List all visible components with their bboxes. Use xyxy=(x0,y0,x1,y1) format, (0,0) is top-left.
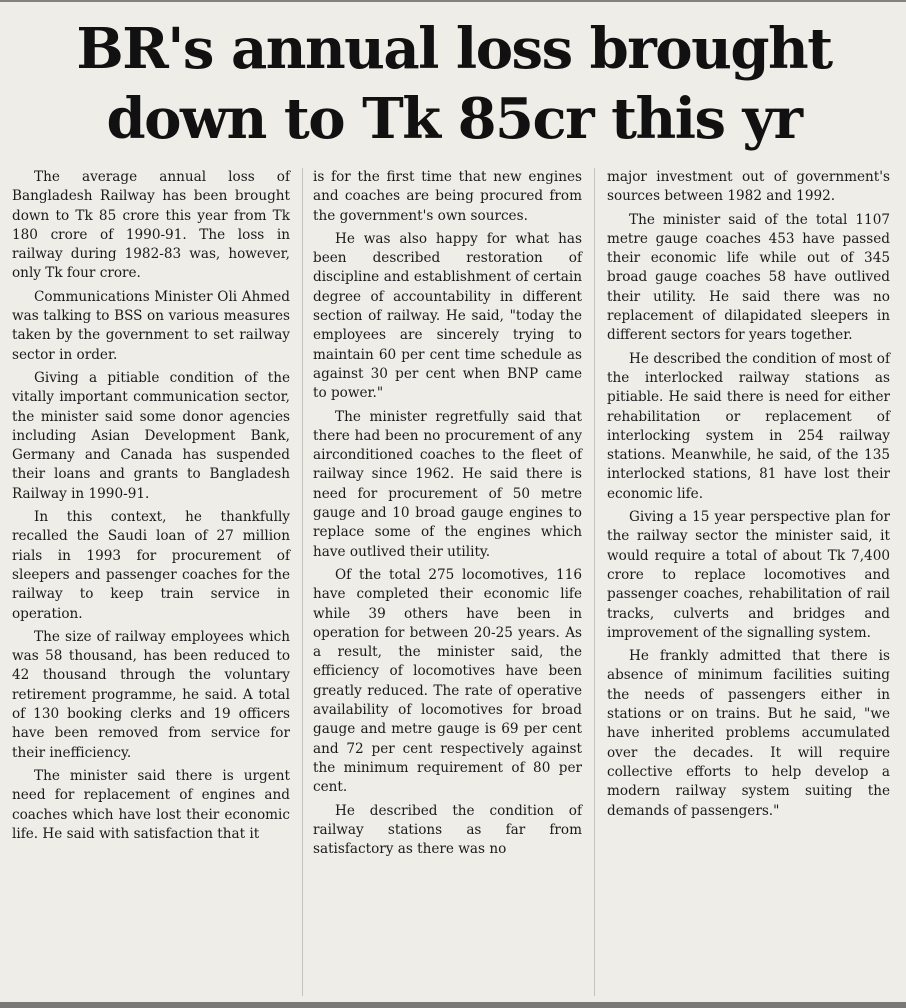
paragraph: Communications Minister Oli Ahmed was talking to BSS on various measures taken by the government to set railway sector in order. xyxy=(12,288,290,363)
bottom-rule xyxy=(0,1002,906,1008)
paragraph: He frankly admitted that there is absence of minimum facilities suiting the needs of passengers either in stations or on trains. But he said, "we have inherited problems accumulated over the decades. It will require collective efforts to help develop a modern railway system suiting the demands of passengers." xyxy=(607,648,890,819)
paragraph: He described the condition of railway stations as far from satisfactory as there was no xyxy=(313,802,582,858)
headline-line-1: BR's annual loss brought xyxy=(76,16,832,82)
paragraph: Giving a pitiable condition of the vitally important communication sector, the minister said some donor agencies including Asian Development Bank, Germany and Canada has suspended their loans and grants to Bangladesh Railway in 1990-91. xyxy=(12,369,290,502)
paragraph: The minister regretfully said that there had been no procurement of any airconditioned coaches to the fleet of railway since 1962. He said there is need for procurement of 50 metre gauge and 10 broad gauge engines to replace some of the engines which have outlived their utility. xyxy=(313,408,582,560)
paragraph: The minister said there is urgent need for replacement of engines and coaches which have lost their economic life. He said with satisfaction that it xyxy=(12,767,290,842)
paragraph: Of the total 275 locomotives, 116 have completed their economic life while 39 others have been in operation for between 20-25 years. As a result, the minister said, the efficiency of locomotives have been greatly reduced. The rate of operative availability of locomotives for broad gauge and metre gauge is 69 per cent and 72 per cent respectively against the minimum requirement of 80 per cent. xyxy=(313,566,582,796)
paragraph: Giving a 15 year perspective plan for the railway sector the minister said, it would require a total of about Tk 7,400 crore to replace locomotives and passenger coaches, rehabilitation of rail tracks, culverts and bridges and improvement of the signalling system. xyxy=(607,509,890,641)
paragraph: He was also happy for what has been described restoration of discipline and establishment of certain degree of accountability in different section of railway. He said, "today the employees are sincerely trying to maintain 60 per cent time schedule as against 30 per cent when BNP came to power." xyxy=(313,230,582,402)
paragraph: In this context, he thankfully recalled the Saudi loan of 27 million rials in 1993 for procurement of sleepers and passenger coaches for the railway to keep train service in operation. xyxy=(12,509,290,622)
headline xyxy=(14,14,894,154)
paragraph: major investment out of government's sources between 1982 and 1992. xyxy=(607,169,890,205)
column-1 xyxy=(12,168,302,996)
paragraph: The size of railway employees which was 58 thousand, has been reduced to 42 thousand through the voluntary retirement programme, he said. A total of 130 booking clerks and 19 officers have been removed from service for their inefficiency. xyxy=(12,628,290,761)
paragraph: The average annual loss of Bangladesh Railway has been brought down to Tk 85 crore this year from Tk 180 crore of 1990-91. The loss in railway during 1982-83 was, however, only Tk four crore. xyxy=(12,169,290,282)
column-2 xyxy=(302,168,594,996)
article-body xyxy=(12,168,894,996)
column-3 xyxy=(594,168,894,996)
headline-line-2: down to Tk 85cr this yr xyxy=(106,86,802,152)
paragraph: The minister said of the total 1107 metre gauge coaches 453 have passed their economic life while out of 345 broad gauge coaches 58 have outlived their utility. He said there was no replacement of dilapidated sleepers in different sectors for years together. xyxy=(607,211,890,344)
paragraph: He described the condition of most of the interlocked railway stations as pitiable. He said there is need for either rehabilitation or replacement of interlocking system in 254 railway stations. Meanwhile, he said, of the 135 interlocked stations, 81 have lost their economic life. xyxy=(607,350,890,502)
top-rule xyxy=(0,0,906,10)
paragraph: is for the first time that new engines and coaches are being procured from the government's own sources. xyxy=(313,169,582,224)
